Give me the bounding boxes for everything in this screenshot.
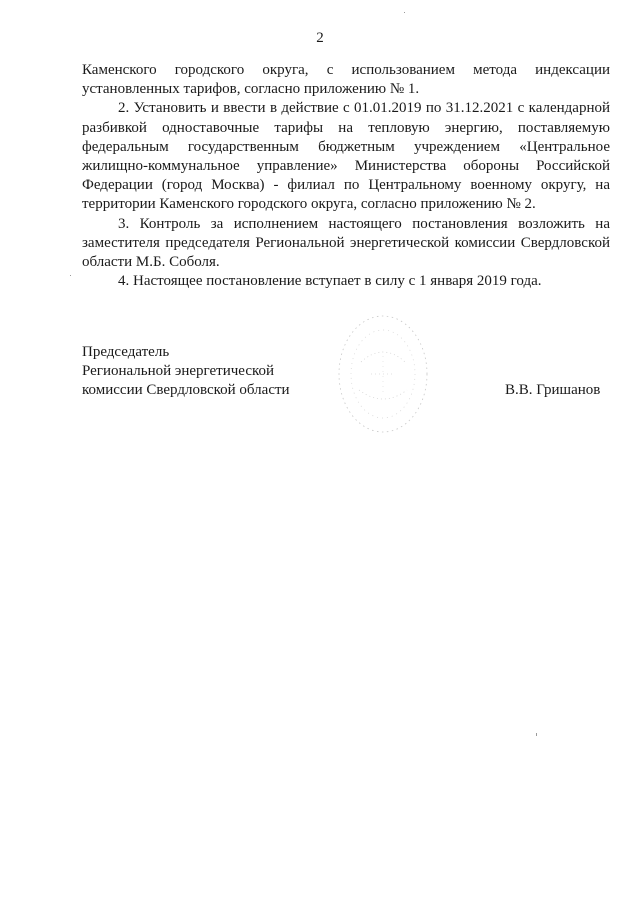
- faint-seal-stamp: [335, 312, 431, 436]
- scan-speck: [70, 275, 71, 276]
- signatory-name: В.В. Гришанов: [505, 382, 601, 398]
- signatory-title-line: комиссии Свердловской области: [82, 382, 290, 398]
- signatory-title: [82, 343, 290, 400]
- paragraph-continuation: Каменского городского округа, с использованием метода индексации установленных тарифов, согласно приложению № 1.: [82, 62, 610, 98]
- signatory-title-line: Председатель: [82, 344, 170, 360]
- paragraph-item-4: 4. Настоящее постановление вступает в силу с 1 января 2019 года.: [118, 273, 542, 290]
- scan-speck: [404, 12, 405, 13]
- document-body: [82, 61, 610, 291]
- seal-stamp-graphic: [335, 312, 431, 436]
- paragraph-item-2: 2. Установить и ввести в действие с 01.01.2019 по 31.12.2021 с календарной разбивкой одноставочные тарифы на тепловую энергию, поставляемую федеральным государственным бюджетным учреждением «Центральное жилищно-коммунальное управление» Министерства обороны Российской Федерации (город Москва) - филиал по Центральному военному округу, на территории Каменского городского округа, согласно приложению № 2.: [82, 100, 610, 213]
- page-number: 2: [316, 30, 324, 46]
- paragraph-item-3: 3. Контроль за исполнением настоящего постановления возложить на заместителя председателя Региональной энергетической комиссии Свердловской области М.Б. Соболя.: [82, 215, 610, 271]
- scan-speck: [536, 733, 537, 736]
- signatory-title-line: Региональной энергетической: [82, 363, 275, 379]
